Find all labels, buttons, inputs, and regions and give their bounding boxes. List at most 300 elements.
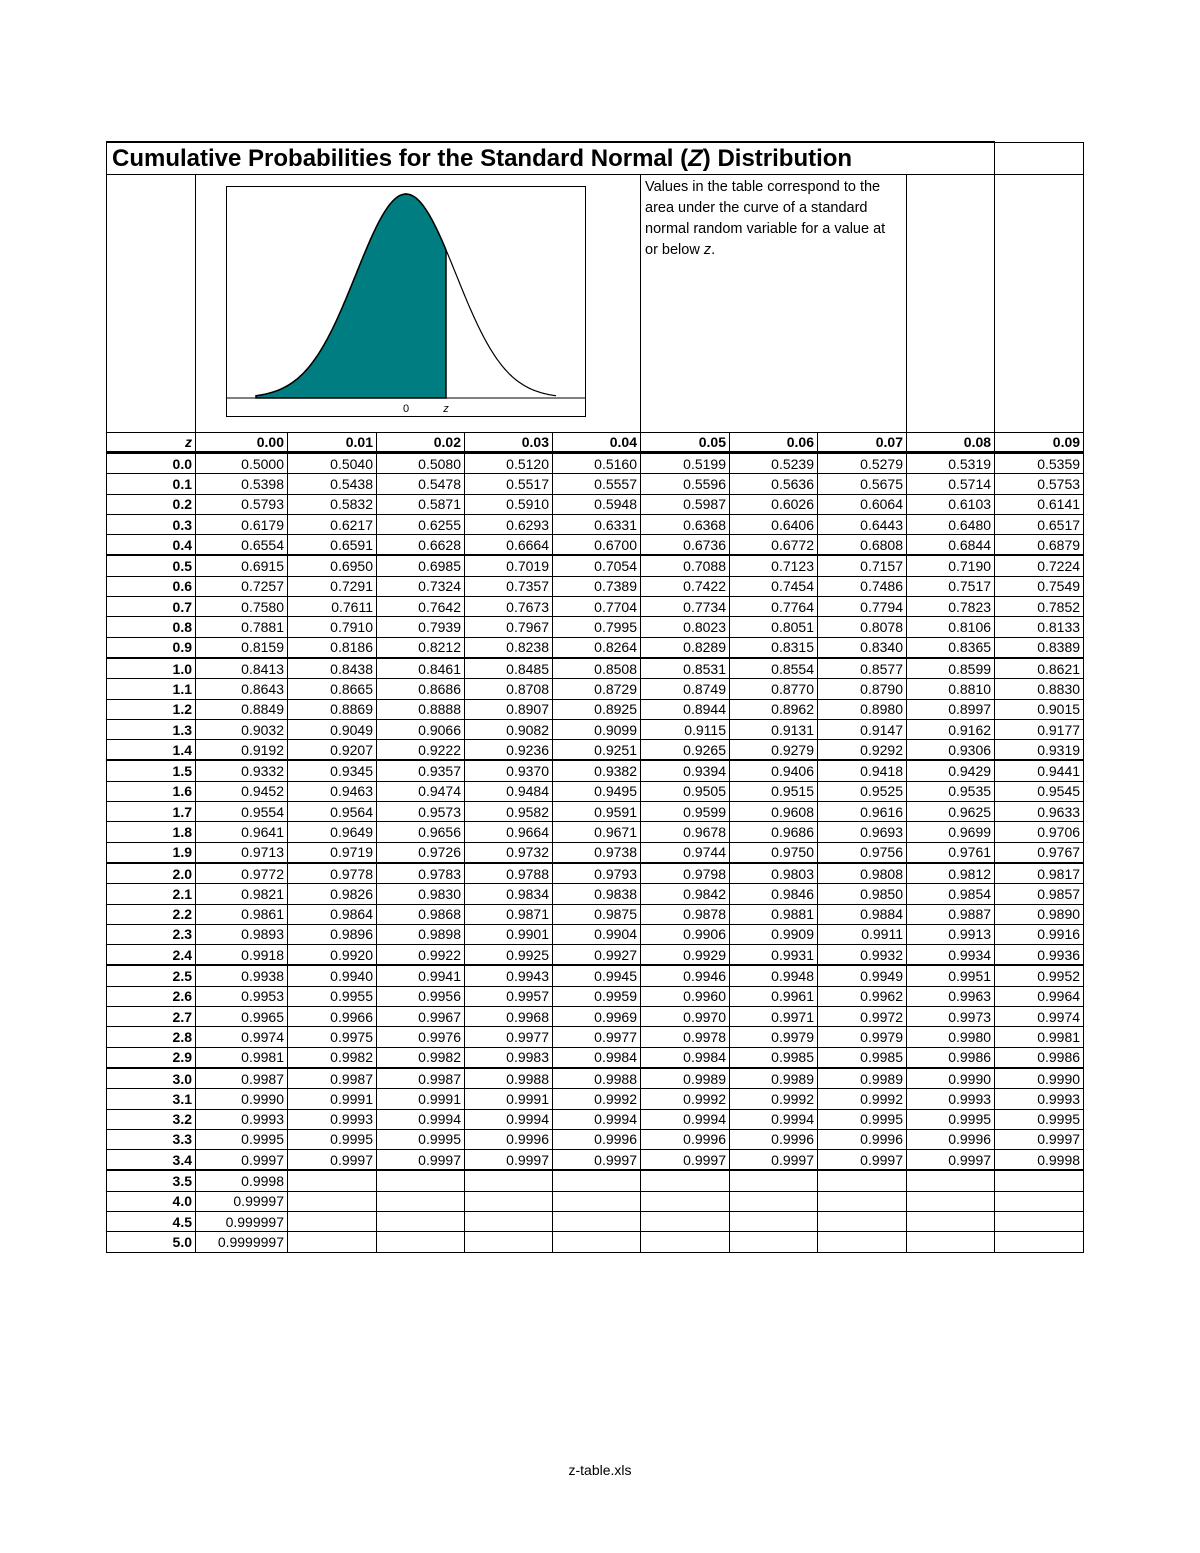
probability-cell: 0.9997 xyxy=(995,1129,1084,1149)
probability-cell: 0.9989 xyxy=(818,1068,907,1089)
column-header: 0.07 xyxy=(818,433,907,453)
probability-cell: 0.9966 xyxy=(288,1007,377,1027)
row-z-value: 5.0 xyxy=(107,1232,196,1252)
table-row xyxy=(107,719,1084,739)
probability-cell: 0.7486 xyxy=(818,576,907,596)
probability-cell: 0.9901 xyxy=(465,924,553,944)
probability-cell: 0.9693 xyxy=(818,822,907,842)
row-z-value: 1.8 xyxy=(107,822,196,842)
table-row xyxy=(107,842,1084,863)
probability-cell: 0.9850 xyxy=(818,884,907,904)
probability-cell: 0.9996 xyxy=(465,1129,553,1149)
probability-cell: 0.9977 xyxy=(465,1027,553,1047)
probability-cell: 0.9952 xyxy=(995,965,1084,986)
table-row xyxy=(107,1068,1084,1089)
probability-cell: 0.6480 xyxy=(907,514,995,534)
probability-cell: 0.9916 xyxy=(995,924,1084,944)
probability-cell: 0.9995 xyxy=(907,1109,995,1129)
probability-cell: 0.9656 xyxy=(377,822,465,842)
probability-cell: 0.9394 xyxy=(641,760,730,781)
probability-cell xyxy=(818,1232,907,1252)
probability-cell: 0.9989 xyxy=(641,1068,730,1089)
probability-cell: 0.9382 xyxy=(553,760,641,781)
probability-cell: 0.9015 xyxy=(995,699,1084,719)
table-row xyxy=(107,1007,1084,1027)
title-paren: ) xyxy=(702,144,711,172)
axis-label-zero: 0 xyxy=(402,403,410,415)
row-z-value: 0.1 xyxy=(107,474,196,494)
probability-cell: 0.9995 xyxy=(377,1129,465,1149)
table-row xyxy=(107,884,1084,904)
probability-cell: 0.9963 xyxy=(907,986,995,1006)
probability-cell xyxy=(907,1191,995,1211)
probability-cell: 0.9909 xyxy=(730,924,818,944)
row-z-value: 2.7 xyxy=(107,1007,196,1027)
probability-cell: 0.6331 xyxy=(553,514,641,534)
probability-cell: 0.9345 xyxy=(288,760,377,781)
probability-cell: 0.9854 xyxy=(907,884,995,904)
probability-cell xyxy=(641,1191,730,1211)
probability-cell: 0.9956 xyxy=(377,986,465,1006)
probability-cell: 0.6368 xyxy=(641,514,730,534)
probability-cell: 0.9699 xyxy=(907,822,995,842)
row-z-value: 1.7 xyxy=(107,802,196,822)
probability-cell: 0.5987 xyxy=(641,494,730,514)
probability-cell: 0.9992 xyxy=(818,1089,907,1109)
probability-cell: 0.5871 xyxy=(377,494,465,514)
probability-cell: 0.9985 xyxy=(818,1047,907,1068)
probability-cell: 0.7910 xyxy=(288,617,377,637)
probability-cell: 0.9980 xyxy=(907,1027,995,1047)
probability-cell: 0.7852 xyxy=(995,597,1084,617)
probability-cell: 0.9959 xyxy=(553,986,641,1006)
table-row xyxy=(107,658,1084,679)
probability-cell: 0.9995 xyxy=(196,1129,288,1149)
table-row xyxy=(107,637,1084,658)
probability-cell: 0.9664 xyxy=(465,822,553,842)
probability-cell: 0.8289 xyxy=(641,637,730,658)
probability-cell: 0.9875 xyxy=(553,904,641,924)
table-row xyxy=(107,576,1084,596)
probability-cell: 0.8159 xyxy=(196,637,288,658)
probability-cell: 0.9591 xyxy=(553,802,641,822)
probability-cell: 0.9993 xyxy=(907,1089,995,1109)
probability-cell xyxy=(641,1211,730,1231)
row-z-value: 2.6 xyxy=(107,986,196,1006)
probability-cell: 0.9251 xyxy=(553,740,641,761)
probability-cell xyxy=(377,1191,465,1211)
probability-cell: 0.9970 xyxy=(641,1007,730,1027)
probability-cell: 0.9990 xyxy=(995,1068,1084,1089)
probability-cell: 0.8810 xyxy=(907,679,995,699)
probability-cell: 0.7549 xyxy=(995,576,1084,596)
probability-cell: 0.9967 xyxy=(377,1007,465,1027)
probability-cell: 0.7019 xyxy=(465,555,553,576)
probability-cell: 0.9994 xyxy=(641,1109,730,1129)
row-z-value: 3.0 xyxy=(107,1068,196,1089)
probability-cell: 0.7224 xyxy=(995,555,1084,576)
probability-cell: 0.8485 xyxy=(465,658,553,679)
row-z-value: 1.0 xyxy=(107,658,196,679)
probability-cell: 0.7881 xyxy=(196,617,288,637)
table-row xyxy=(107,945,1084,966)
probability-cell: 0.9535 xyxy=(907,781,995,801)
z-table xyxy=(106,141,1084,1253)
probability-cell: 0.9925 xyxy=(465,945,553,966)
probability-cell: 0.5636 xyxy=(730,474,818,494)
probability-cell: 0.6443 xyxy=(818,514,907,534)
probability-cell: 0.9946 xyxy=(641,965,730,986)
probability-cell: 0.9929 xyxy=(641,945,730,966)
probability-cell: 0.6664 xyxy=(465,535,553,556)
probability-cell: 0.9997 xyxy=(196,1150,288,1171)
probability-cell xyxy=(995,1170,1084,1191)
probability-cell xyxy=(995,1232,1084,1252)
normal-curve-chart xyxy=(226,186,588,419)
probability-cell xyxy=(641,1170,730,1191)
probability-cell: 0.7764 xyxy=(730,597,818,617)
table-row xyxy=(107,494,1084,514)
probability-cell: 0.9545 xyxy=(995,781,1084,801)
probability-cell xyxy=(465,1232,553,1252)
row-z-value: 0.3 xyxy=(107,514,196,534)
probability-cell: 0.9972 xyxy=(818,1007,907,1027)
probability-cell: 0.9131 xyxy=(730,719,818,739)
probability-cell: 0.9719 xyxy=(288,842,377,863)
probability-cell: 0.99997 xyxy=(196,1191,288,1211)
probability-cell: 0.9918 xyxy=(196,945,288,966)
probability-cell: 0.9927 xyxy=(553,945,641,966)
probability-cell: 0.9292 xyxy=(818,740,907,761)
probability-cell xyxy=(995,1211,1084,1231)
probability-cell: 0.8461 xyxy=(377,658,465,679)
probability-cell: 0.5517 xyxy=(465,474,553,494)
probability-cell: 0.6517 xyxy=(995,514,1084,534)
probability-cell: 0.9625 xyxy=(907,802,995,822)
probability-cell xyxy=(818,1191,907,1211)
probability-cell: 0.7734 xyxy=(641,597,730,617)
probability-cell xyxy=(288,1211,377,1231)
row-z-value: 0.2 xyxy=(107,494,196,514)
description-z: z xyxy=(703,242,712,258)
row-z-value: 4.5 xyxy=(107,1211,196,1231)
table-row xyxy=(107,802,1084,822)
row-z-value: 0.5 xyxy=(107,555,196,576)
probability-cell: 0.9997 xyxy=(730,1150,818,1171)
probability-cell: 0.8133 xyxy=(995,617,1084,637)
probability-cell: 0.5000 xyxy=(196,453,288,474)
probability-cell: 0.9913 xyxy=(907,924,995,944)
table-row xyxy=(107,1232,1084,1252)
probability-cell: 0.9997 xyxy=(818,1150,907,1171)
probability-cell: 0.6736 xyxy=(641,535,730,556)
column-header: 0.04 xyxy=(553,433,641,453)
probability-cell xyxy=(818,1211,907,1231)
probability-cell xyxy=(730,1191,818,1211)
probability-cell xyxy=(288,1191,377,1211)
probability-cell: 0.8531 xyxy=(641,658,730,679)
title-empty-cell xyxy=(995,142,1084,175)
probability-cell: 0.9968 xyxy=(465,1007,553,1027)
probability-cell: 0.8577 xyxy=(818,658,907,679)
probability-cell: 0.9525 xyxy=(818,781,907,801)
row-z-value: 1.3 xyxy=(107,719,196,739)
table-row xyxy=(107,924,1084,944)
probability-cell: 0.5199 xyxy=(641,453,730,474)
probability-cell: 0.9998 xyxy=(995,1150,1084,1171)
probability-cell: 0.9641 xyxy=(196,822,288,842)
row-z-value: 0.0 xyxy=(107,453,196,474)
probability-cell: 0.9778 xyxy=(288,863,377,884)
probability-cell xyxy=(553,1232,641,1252)
probability-cell: 0.9987 xyxy=(288,1068,377,1089)
probability-cell: 0.8186 xyxy=(288,637,377,658)
probability-cell: 0.8212 xyxy=(377,637,465,658)
row-z-value: 2.0 xyxy=(107,863,196,884)
table-row xyxy=(107,555,1084,576)
probability-cell: 0.5478 xyxy=(377,474,465,494)
probability-cell: 0.9992 xyxy=(641,1089,730,1109)
graph-row-empty-2 xyxy=(907,175,995,433)
probability-cell: 0.9898 xyxy=(377,924,465,944)
probability-cell: 0.5239 xyxy=(730,453,818,474)
probability-cell: 0.9999997 xyxy=(196,1232,288,1252)
table-row xyxy=(107,1109,1084,1129)
row-z-value: 3.3 xyxy=(107,1129,196,1149)
probability-cell: 0.8830 xyxy=(995,679,1084,699)
probability-cell: 0.9974 xyxy=(995,1007,1084,1027)
probability-cell: 0.9564 xyxy=(288,802,377,822)
probability-cell: 0.9994 xyxy=(465,1109,553,1129)
row-z-value: 1.9 xyxy=(107,842,196,863)
table-row xyxy=(107,1150,1084,1171)
row-z-value: 1.1 xyxy=(107,679,196,699)
description-period: . xyxy=(711,242,716,258)
probability-cell: 0.9948 xyxy=(730,965,818,986)
probability-cell: 0.9986 xyxy=(995,1047,1084,1068)
probability-cell: 0.9993 xyxy=(288,1109,377,1129)
probability-cell: 0.9357 xyxy=(377,760,465,781)
probability-cell: 0.9732 xyxy=(465,842,553,863)
probability-cell: 0.9147 xyxy=(818,719,907,739)
row-z-value: 3.2 xyxy=(107,1109,196,1129)
table-row xyxy=(107,1211,1084,1231)
probability-cell: 0.9772 xyxy=(196,863,288,884)
probability-cell: 0.9993 xyxy=(196,1109,288,1129)
probability-cell: 0.5714 xyxy=(907,474,995,494)
graph-row-empty-3 xyxy=(995,175,1084,433)
probability-cell: 0.9988 xyxy=(553,1068,641,1089)
probability-cell xyxy=(907,1170,995,1191)
row-z-value: 2.1 xyxy=(107,884,196,904)
probability-cell: 0.9406 xyxy=(730,760,818,781)
probability-cell: 0.6103 xyxy=(907,494,995,514)
probability-cell: 0.8365 xyxy=(907,637,995,658)
row-z-value: 3.1 xyxy=(107,1089,196,1109)
probability-cell: 0.9904 xyxy=(553,924,641,944)
row-z-value: 3.5 xyxy=(107,1170,196,1191)
probability-cell: 0.9964 xyxy=(995,986,1084,1006)
table-row xyxy=(107,1027,1084,1047)
table-row xyxy=(107,474,1084,494)
probability-cell: 0.9973 xyxy=(907,1007,995,1027)
probability-cell: 0.8708 xyxy=(465,679,553,699)
probability-cell: 0.9992 xyxy=(553,1089,641,1109)
probability-cell: 0.7517 xyxy=(907,576,995,596)
probability-cell: 0.9834 xyxy=(465,884,553,904)
probability-cell: 0.9965 xyxy=(196,1007,288,1027)
probability-cell: 0.7939 xyxy=(377,617,465,637)
probability-cell: 0.9192 xyxy=(196,740,288,761)
row-z-value: 1.5 xyxy=(107,760,196,781)
probability-cell: 0.9997 xyxy=(465,1150,553,1171)
probability-cell: 0.9842 xyxy=(641,884,730,904)
row-z-value: 2.9 xyxy=(107,1047,196,1068)
probability-cell: 0.9783 xyxy=(377,863,465,884)
probability-cell: 0.6217 xyxy=(288,514,377,534)
probability-cell: 0.8643 xyxy=(196,679,288,699)
probability-cell: 0.8907 xyxy=(465,699,553,719)
probability-cell: 0.9864 xyxy=(288,904,377,924)
probability-cell: 0.9838 xyxy=(553,884,641,904)
probability-cell: 0.9633 xyxy=(995,802,1084,822)
table-row xyxy=(107,965,1084,986)
probability-cell: 0.9452 xyxy=(196,781,288,801)
probability-cell: 0.8849 xyxy=(196,699,288,719)
probability-cell: 0.9938 xyxy=(196,965,288,986)
row-z-value: 2.8 xyxy=(107,1027,196,1047)
table-row xyxy=(107,1129,1084,1149)
probability-cell: 0.8790 xyxy=(818,679,907,699)
table-row xyxy=(107,740,1084,761)
probability-cell: 0.9987 xyxy=(377,1068,465,1089)
probability-cell: 0.8315 xyxy=(730,637,818,658)
probability-cell: 0.9798 xyxy=(641,863,730,884)
table-row xyxy=(107,822,1084,842)
probability-cell: 0.5438 xyxy=(288,474,377,494)
probability-cell: 0.9846 xyxy=(730,884,818,904)
probability-cell: 0.9940 xyxy=(288,965,377,986)
table-row xyxy=(107,617,1084,637)
probability-cell: 0.9962 xyxy=(818,986,907,1006)
probability-cell: 0.9686 xyxy=(730,822,818,842)
column-header-row xyxy=(107,433,1084,453)
probability-cell: 0.9671 xyxy=(553,822,641,842)
probability-cell: 0.9706 xyxy=(995,822,1084,842)
probability-cell: 0.9678 xyxy=(641,822,730,842)
probability-cell: 0.9726 xyxy=(377,842,465,863)
probability-cell: 0.5080 xyxy=(377,453,465,474)
probability-cell: 0.6141 xyxy=(995,494,1084,514)
table-row xyxy=(107,679,1084,699)
probability-cell: 0.9649 xyxy=(288,822,377,842)
axis-label-z: z xyxy=(443,403,449,415)
probability-cell: 0.9987 xyxy=(196,1068,288,1089)
probability-cell: 0.5398 xyxy=(196,474,288,494)
probability-cell: 0.9484 xyxy=(465,781,553,801)
table-description xyxy=(641,175,907,433)
probability-cell: 0.6255 xyxy=(377,514,465,534)
probability-cell xyxy=(818,1170,907,1191)
probability-cell: 0.8051 xyxy=(730,617,818,637)
probability-cell: 0.9961 xyxy=(730,986,818,1006)
probability-cell: 0.9793 xyxy=(553,863,641,884)
probability-cell: 0.9969 xyxy=(553,1007,641,1027)
probability-cell: 0.9932 xyxy=(818,945,907,966)
table-row xyxy=(107,1191,1084,1211)
probability-cell: 0.9990 xyxy=(196,1089,288,1109)
probability-cell: 0.9971 xyxy=(730,1007,818,1027)
probability-cell: 0.7454 xyxy=(730,576,818,596)
probability-cell: 0.9306 xyxy=(907,740,995,761)
graph-row-empty xyxy=(107,175,196,433)
table-row xyxy=(107,453,1084,474)
probability-cell: 0.9808 xyxy=(818,863,907,884)
probability-cell: 0.9955 xyxy=(288,986,377,1006)
probability-cell: 0.9978 xyxy=(641,1027,730,1047)
probability-cell: 0.9821 xyxy=(196,884,288,904)
column-header: 0.03 xyxy=(465,433,553,453)
probability-cell: 0.9985 xyxy=(730,1047,818,1068)
probability-cell: 0.9738 xyxy=(553,842,641,863)
column-header: 0.06 xyxy=(730,433,818,453)
probability-cell: 0.6844 xyxy=(907,535,995,556)
table-row xyxy=(107,781,1084,801)
probability-cell: 0.9803 xyxy=(730,863,818,884)
probability-cell: 0.9868 xyxy=(377,904,465,924)
probability-cell: 0.9032 xyxy=(196,719,288,739)
probability-cell: 0.9817 xyxy=(995,863,1084,884)
probability-cell: 0.9979 xyxy=(818,1027,907,1047)
probability-cell: 0.5596 xyxy=(641,474,730,494)
probability-cell: 0.6026 xyxy=(730,494,818,514)
probability-cell: 0.9115 xyxy=(641,719,730,739)
probability-cell xyxy=(641,1232,730,1252)
z-table-sheet xyxy=(106,141,1083,1253)
probability-cell: 0.9994 xyxy=(377,1109,465,1129)
table-row xyxy=(107,863,1084,884)
table-row xyxy=(107,986,1084,1006)
probability-cell: 0.9871 xyxy=(465,904,553,924)
probability-cell: 0.7823 xyxy=(907,597,995,617)
table-row xyxy=(107,597,1084,617)
probability-cell: 0.9991 xyxy=(465,1089,553,1109)
row-z-value: 1.2 xyxy=(107,699,196,719)
probability-cell: 0.7794 xyxy=(818,597,907,617)
probability-cell: 0.9953 xyxy=(196,986,288,1006)
probability-cell: 0.6985 xyxy=(377,555,465,576)
probability-cell: 0.9991 xyxy=(288,1089,377,1109)
probability-cell: 0.8944 xyxy=(641,699,730,719)
probability-cell: 0.9099 xyxy=(553,719,641,739)
probability-cell: 0.9812 xyxy=(907,863,995,884)
row-z-value: 1.4 xyxy=(107,740,196,761)
column-header: 0.00 xyxy=(196,433,288,453)
probability-cell: 0.8106 xyxy=(907,617,995,637)
probability-cell: 0.5910 xyxy=(465,494,553,514)
probability-cell: 0.9599 xyxy=(641,802,730,822)
probability-cell: 0.6808 xyxy=(818,535,907,556)
probability-cell: 0.9981 xyxy=(995,1027,1084,1047)
probability-cell: 0.7642 xyxy=(377,597,465,617)
probability-cell xyxy=(377,1211,465,1231)
probability-cell: 0.9974 xyxy=(196,1027,288,1047)
probability-cell: 0.9984 xyxy=(553,1047,641,1068)
probability-cell: 0.8665 xyxy=(288,679,377,699)
title-text: Cumulative Probabilities for the Standard Normal ( xyxy=(112,144,689,172)
probability-cell: 0.9222 xyxy=(377,740,465,761)
probability-cell xyxy=(907,1232,995,1252)
